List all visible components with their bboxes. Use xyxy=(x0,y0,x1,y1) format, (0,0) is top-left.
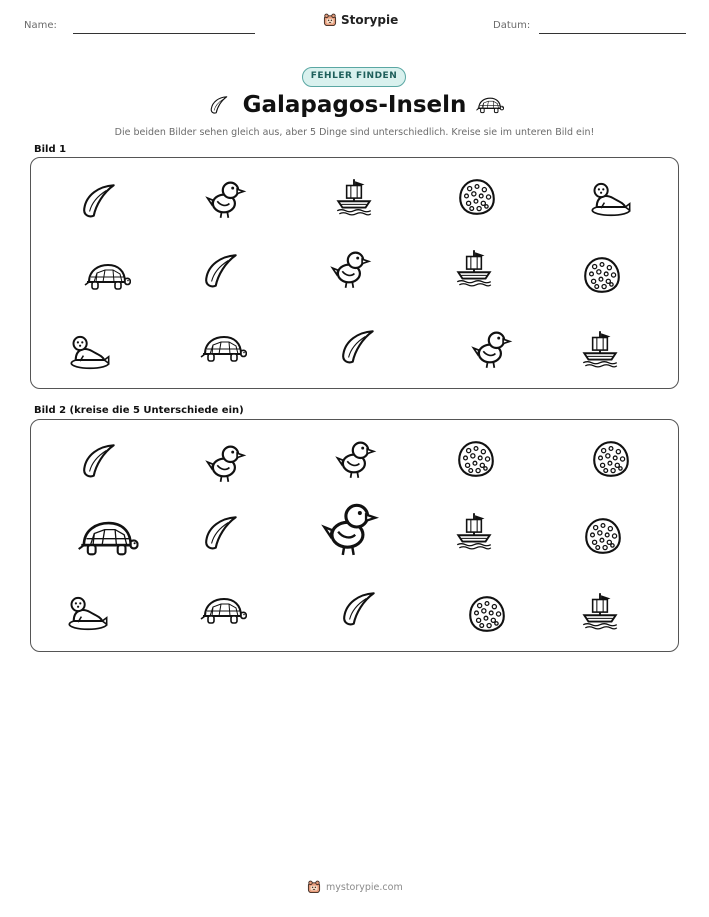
coral-icon[interactable] xyxy=(582,515,624,557)
ship-icon xyxy=(453,245,495,289)
claw-icon xyxy=(200,250,242,292)
mascot-icon xyxy=(323,13,337,27)
footer xyxy=(307,880,403,894)
bild1-label: Bild 1 xyxy=(34,144,67,155)
name-line[interactable] xyxy=(73,33,255,34)
bird-icon[interactable] xyxy=(318,496,380,558)
tortoise-icon xyxy=(80,258,132,298)
coral-icon[interactable] xyxy=(466,593,508,635)
activity-badge: FEHLER FINDEN xyxy=(302,67,406,87)
seal-icon[interactable] xyxy=(62,588,114,632)
coral-icon xyxy=(456,176,498,218)
bild2-label: Bild 2 (kreise die 5 Unterschiede ein) xyxy=(34,405,244,416)
ship-icon[interactable] xyxy=(579,588,621,632)
bird-icon[interactable] xyxy=(333,436,377,480)
date-line[interactable] xyxy=(539,33,686,34)
footer-url[interactable]: mystorypie.com xyxy=(326,881,403,893)
brand-logo xyxy=(323,13,398,27)
ship-icon xyxy=(333,174,375,218)
seal-icon xyxy=(64,327,116,371)
tortoise-icon[interactable] xyxy=(196,592,248,632)
bird-icon xyxy=(469,326,513,370)
instructions: Die beiden Bilder sehen gleich aus, aber 5 Dinge sind unterschiedlich. Kreise sie im unteren Bild ein! xyxy=(114,127,595,138)
claw-icon xyxy=(337,326,379,368)
claw-icon[interactable] xyxy=(338,588,380,630)
claw-icon xyxy=(78,180,120,222)
tortoise-icon xyxy=(472,94,506,118)
mascot-icon xyxy=(307,880,321,894)
tortoise-icon[interactable] xyxy=(68,514,144,566)
claw-icon[interactable] xyxy=(200,512,242,554)
date-label: Datum: xyxy=(493,20,531,31)
coral-icon xyxy=(581,254,623,296)
ship-icon xyxy=(579,326,621,370)
name-label: Name: xyxy=(24,20,57,31)
bird-icon[interactable] xyxy=(203,440,247,484)
ship-icon[interactable] xyxy=(453,508,495,552)
brand-name: Storypie xyxy=(341,13,399,27)
tortoise-icon xyxy=(196,330,248,370)
claw-icon[interactable] xyxy=(78,440,120,482)
coral-icon[interactable] xyxy=(590,438,632,480)
page-title: Galapagos-Inseln xyxy=(242,92,467,118)
bird-icon xyxy=(328,246,372,290)
bird-icon xyxy=(203,176,247,220)
coral-icon[interactable] xyxy=(455,438,497,480)
seal-icon xyxy=(585,174,637,218)
